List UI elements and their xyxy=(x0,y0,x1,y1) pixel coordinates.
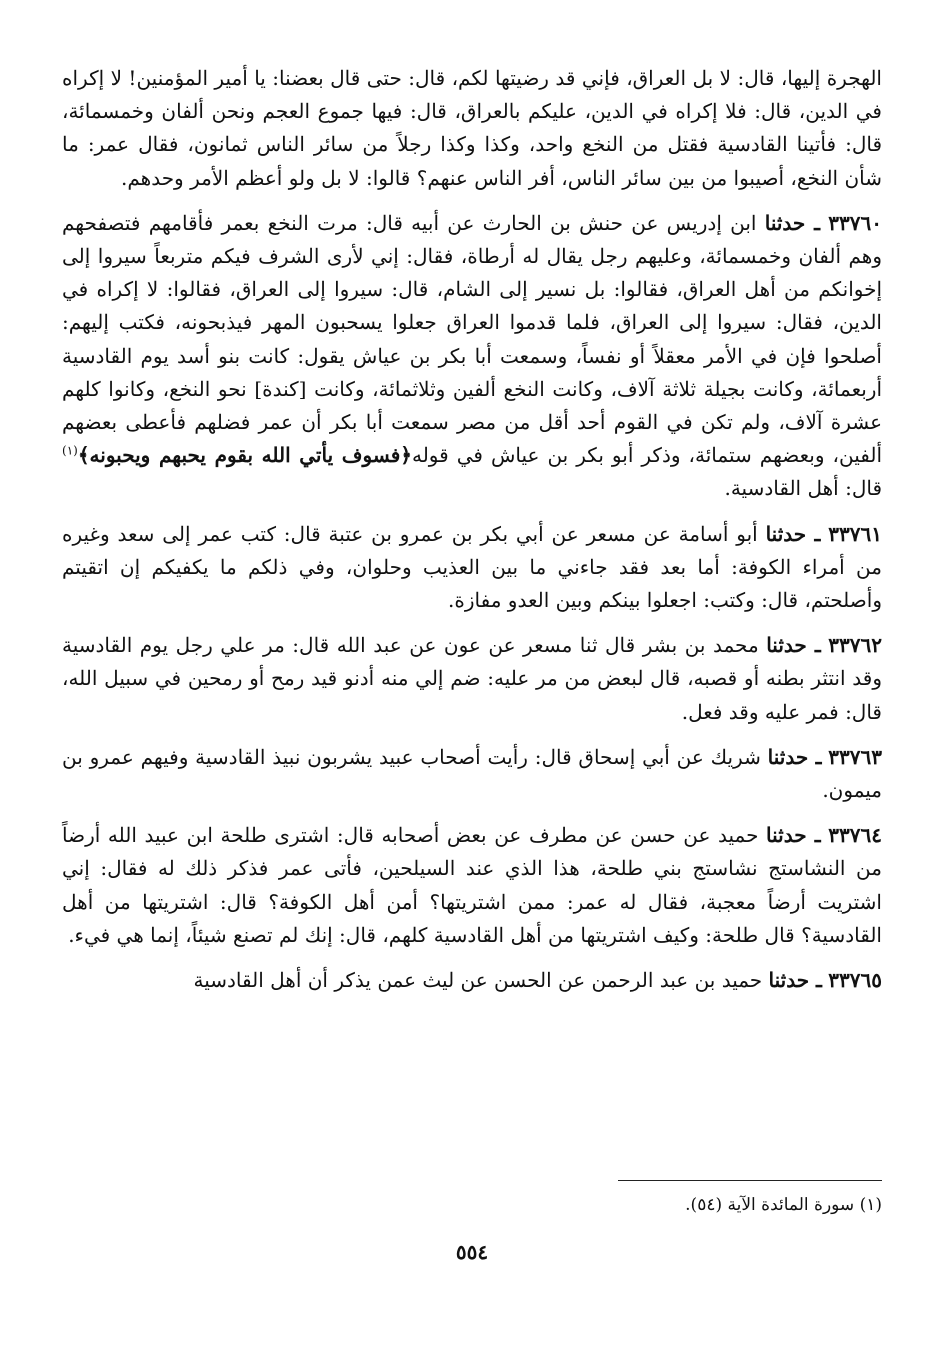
hadith-33762 xyxy=(62,629,882,729)
page-body xyxy=(62,62,882,1362)
hadith-text: حميد بن عبد الرحمن عن الحسن عن ليث عمن يذكر أن أهل القادسية xyxy=(193,968,769,993)
hadith-text: ابن إدريس عن حنش بن الحارث عن أبيه قال: مرت النخع بعمر فأقامهم فتصفحهم وهم ألفان وخمسمائة، وعليهم رجل يقال له أرطاة، فقال: إني لأرى الشرف فيكم متربعاً سيروا إلى إخوانكم من أهل العراق، فقالوا: بل نسير إلى الشام، قال: سيروا إلى العراق، فقالوا: لا إكراه في الدين، فقال: سيروا إلى العراق، فلما قدموا العراق جعلوا يسحبون المهر فيذبحونه، فكتب إليهم: أصلحوا فإن في الأمر معقلاً أو نفساً، وسمعت أبا بكر بن عياش يقول: كانت بنو أسد يوم القادسية أربعمائة، وكانت بجيلة ثلاثة آلاف، وكانت النخع ألفين وثلاثمائة، وكانت [كندة] نحو النخع، وكانوا كلهم عشرة آلاف، ولم تكن في القوم أحد أقل من مصر سمعت أبا بكر أن عمر فضلهم فأعطى بعضهم ألفين، وبعضهم ستمائة، وذكر أبو بكر بن عياش في قوله xyxy=(62,210,883,468)
hadith-33763 xyxy=(62,741,882,807)
hadith-33760 xyxy=(62,207,882,506)
hadith-lead: ـ حدثنا xyxy=(766,633,821,658)
paragraph-text: الهجرة إليها، قال: لا بل العراق، فإني قد رضيتها لكم، قال: حتى قال بعضنا: يا أمير المؤمنين! لا إكراه في الدين، قال: فلا إكراه في الدين، عليكم بالعراق، قال: فيها جموع العجم ونحن ألفان وخمسمائة، قال: فأتينا القادسية فقتل من النخع واحد، وكذا وكذا رجلاً من سائر الناس ثمانون، فقال عمر: ما شأن النخع، أصيبوا من بين سائر الناس، أفر الناس عنهم؟ قالوا: لا بل ولو أعظم الأمر وحدهم. xyxy=(62,66,882,190)
hadith-number: ٣٣٧٦٥ xyxy=(828,968,882,993)
footnote-divider xyxy=(618,1180,882,1181)
hadith-text: شريك عن أبي إسحاق قال: رأيت أصحاب عبيد يشربون نبيذ القادسية وفيهم عمرو بن ميمون. xyxy=(62,744,882,803)
hadith-number: ٣٣٧٦٣ xyxy=(828,744,882,769)
hadith-lead: ـ حدثنا xyxy=(768,968,822,993)
page-number: ٥٥٤ xyxy=(455,1240,489,1264)
hadith-33761 xyxy=(62,518,882,618)
hadith-text: أبو أسامة عن مسعر عن أبي بكر بن عمرو بن عتبة قال: كتب عمر إلى سعد وغيره من أمراء الكوفة: أما بعد فقد جاءني ما بين العذيب وحلوان، وفي ذلكم ما يكفيكم إن اتقيتم وأصلحتم، قال: وكتب: اجعلوا بينكم وبين العدو مفازة. xyxy=(62,521,882,613)
paragraph-continuation xyxy=(62,62,882,195)
hadith-number: ٣٣٧٦٠ xyxy=(828,210,882,235)
footnote: (١) سورة المائدة الآية (٥٤). xyxy=(685,1195,882,1215)
hadith-text: حميد عن حسن عن مطرف عن بعض أصحابه قال: اشترى طلحة ابن عبيد الله أرضاً من النشاستج نشاستج بني طلحة، هذا الذي عند السيلحين، فأتى عمر فذكر ذلك له فقال: إني اشتريت أرضاً معجبة، فقال له عمر: ممن اشتريتها؟ أمن أهل الكوفة؟ قال: اشتريتها من أهل القادسية؟ قال طلحة: وكيف اشتريتها من أهل القادسية كلهم، قال: إنك لم تصنع شيئاً، إنما هي فيء. xyxy=(62,823,882,947)
hadith-lead: ـ حدثنا xyxy=(766,823,821,848)
hadith-lead: ـ حدثنا xyxy=(767,744,822,769)
hadith-33765 xyxy=(62,964,882,997)
hadith-33764 xyxy=(62,819,882,952)
hadith-number: ٣٣٧٦٢ xyxy=(828,633,882,658)
hadith-text: محمد بن بشر قال ثنا مسعر عن عون عن عبد الله قال: مر علي رجل يوم القادسية وقد انتثر بطنه أو قصبه، قال لبعض من مر عليه: ضم إلي منه أدنو قيد رمح أو رمحين في سبيل الله، قال: فمر عليه وقد فعل. xyxy=(62,633,882,724)
hadith-text-end: قال: أهل القادسية. xyxy=(724,476,882,501)
hadith-number: ٣٣٧٦١ xyxy=(828,521,882,546)
footnote-reference: (١) xyxy=(62,443,78,458)
hadith-lead: ـ حدثنا xyxy=(765,521,821,546)
hadith-number: ٣٣٧٦٤ xyxy=(828,823,882,848)
hadith-lead: ـ حدثنا xyxy=(764,210,821,235)
quran-quote: ﴿فسوف يأتي الله بقوم يحبهم ويحبونه﴾ xyxy=(77,443,412,468)
